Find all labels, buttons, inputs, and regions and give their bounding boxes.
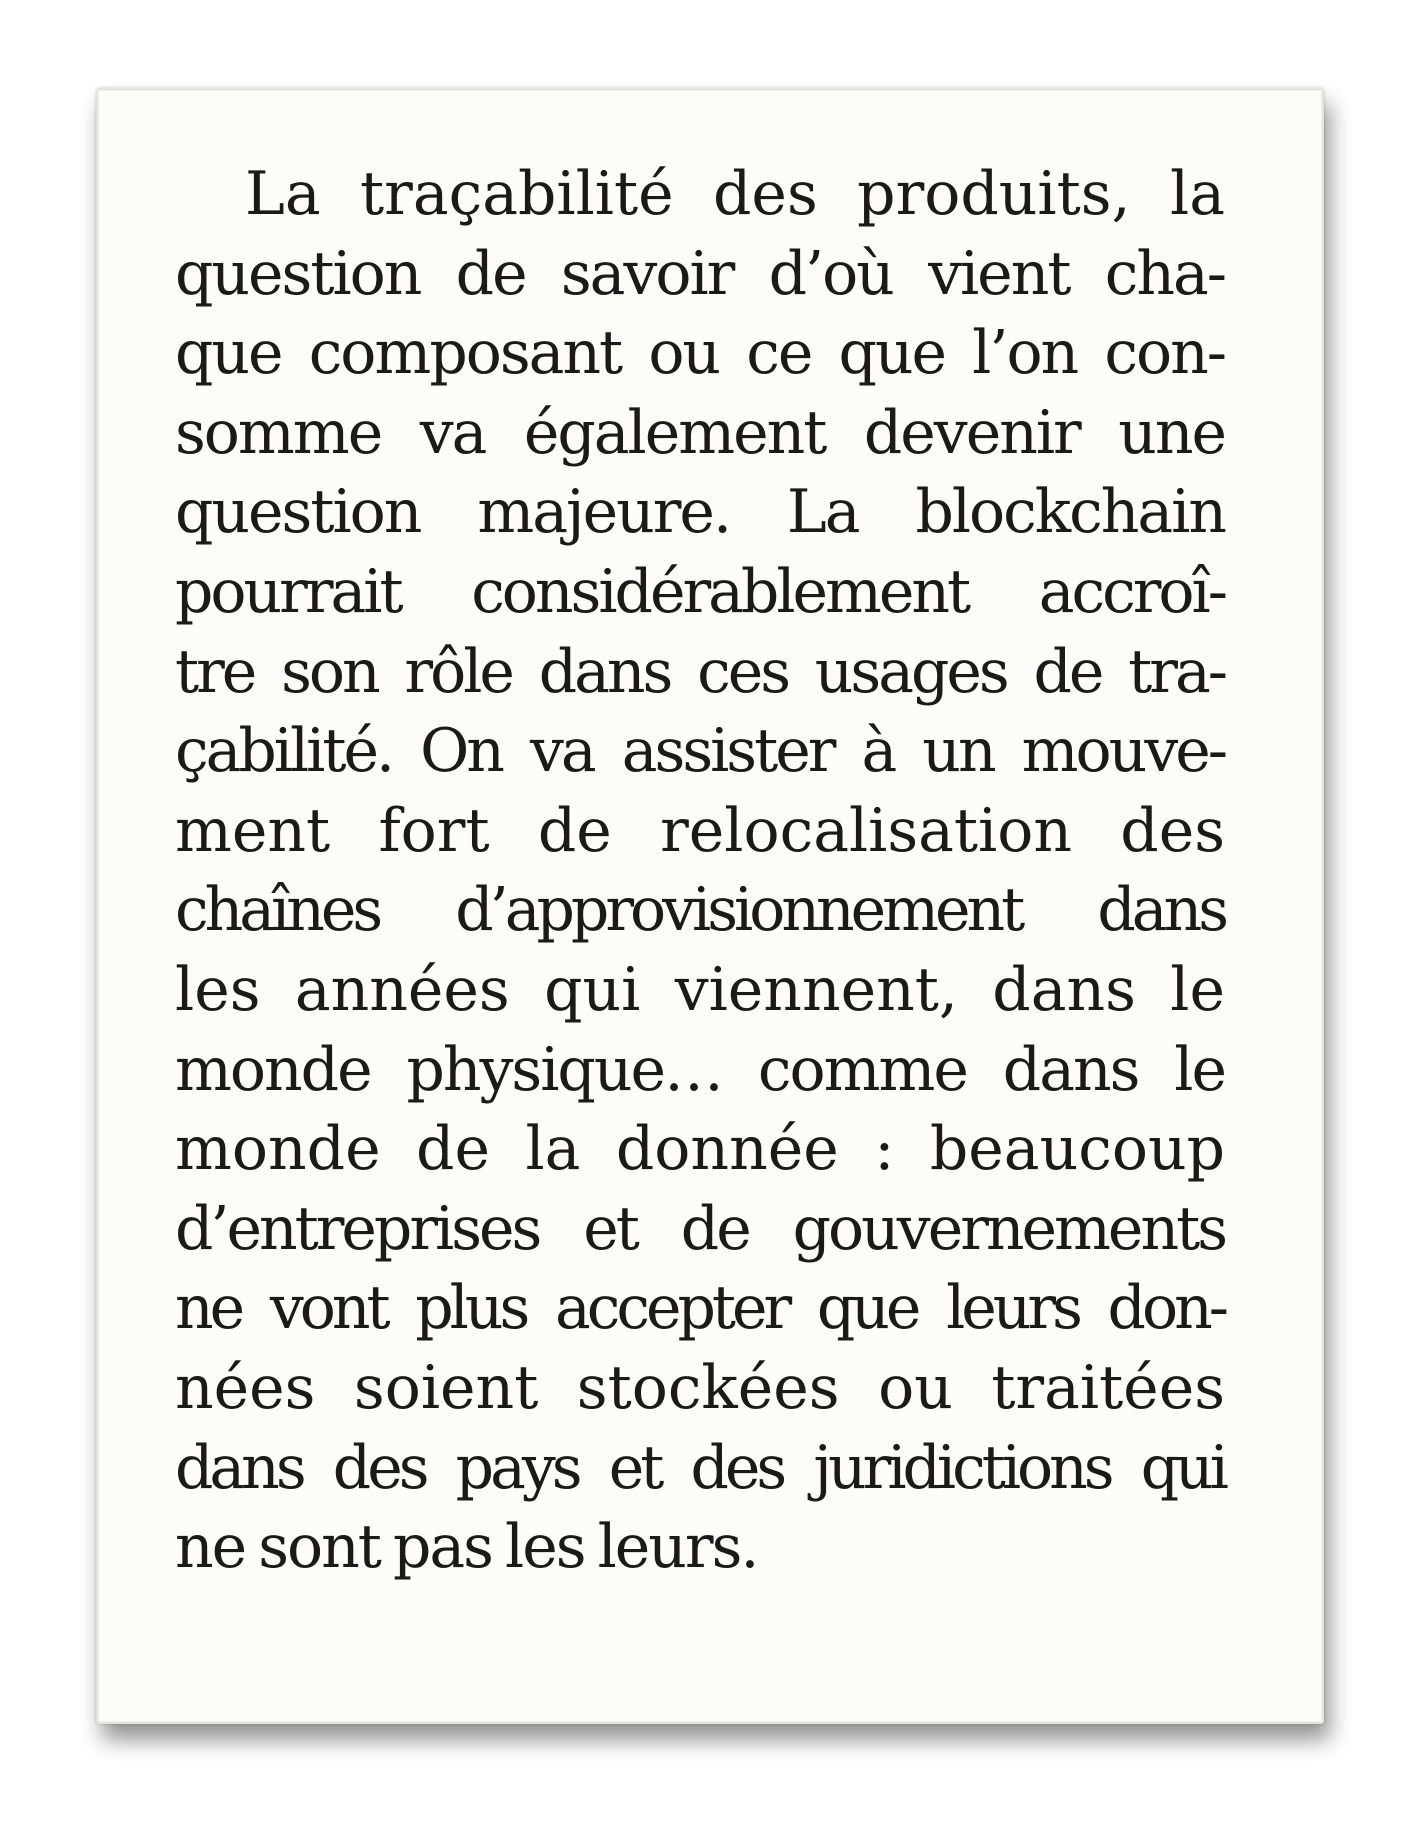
paragraph-line: les années qui viennent, dans le: [175, 954, 1225, 1025]
paragraph-line: d’entreprises et de gouvernements: [175, 1193, 1225, 1264]
paragraph-line: pourrait considérablement accroî-: [175, 556, 1225, 627]
paragraph-line: tre son rôle dans ces usages de tra-: [175, 636, 1225, 707]
paragraph-line: question de savoir d’où vient cha-: [175, 238, 1225, 309]
paragraph-line: que composant ou ce que l’on con-: [175, 318, 1225, 389]
paragraph-line: ne vont plus accepter que leurs don-: [175, 1273, 1225, 1344]
paragraph-line: monde physique… comme dans le: [175, 1034, 1225, 1105]
paragraph-line: La traçabilité des produits, la: [245, 159, 1225, 229]
paragraph-line: somme va également devenir une: [175, 397, 1225, 468]
paragraph-line: monde de la donnée : beaucoup: [175, 1114, 1225, 1185]
paragraph-line: dans des pays et des juridictions qui: [175, 1432, 1225, 1503]
paragraph-line: nées soient stockées ou traitées: [175, 1352, 1225, 1423]
paragraph-line: chaînes d’approvisionnement dans: [175, 875, 1225, 946]
paragraph-line: çabilité. On va assister à un mouve-: [175, 716, 1225, 787]
paragraph-line: ment fort de relocalisation des: [175, 795, 1225, 866]
paragraph-line: ne sont pas les leurs.: [175, 1512, 758, 1583]
paragraph-line: question majeure. La blockchain: [175, 477, 1225, 548]
article-paragraph: [175, 155, 1225, 1588]
